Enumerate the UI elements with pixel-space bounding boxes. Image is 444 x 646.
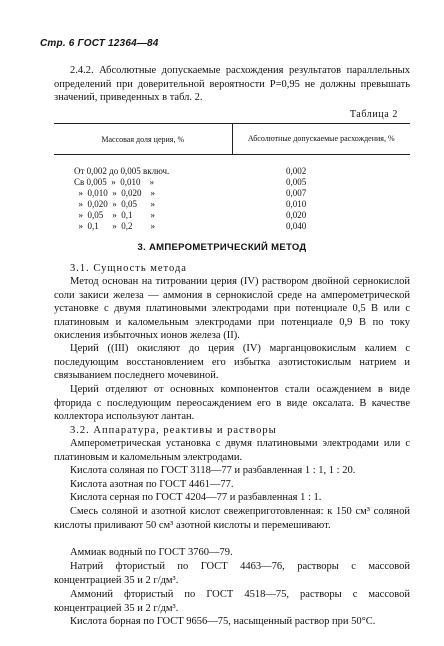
value-cell: 0,010 (286, 199, 307, 209)
intro-paragraph: 2.4.2. Абсолютные допускаемые расхождения результатов параллельных определений при доверительной вероятности P=0,95 не должны превышать значений, приведенных в табл. 2. (54, 65, 410, 103)
page-header: Стр. 6 ГОСТ 12364—84 (40, 38, 159, 49)
table-row (54, 166, 410, 176)
list-item: Аммоний фтористый по ГОСТ 4518—75, растворы с массовой концентрацией 35 и 2 г/дм³. (54, 589, 410, 614)
table-row (54, 188, 410, 198)
paragraph-3-1-3: Церий отделяют от основных компонентов стали осаждением в виде фторида с последующим переосаждением его в виде оксалата. В качестве коллектора используют лантан. (54, 384, 410, 422)
table-row (54, 177, 410, 187)
table-body (54, 155, 410, 237)
section-title: 3. АМПЕРОМЕТРИЧЕСКИЙ МЕТОД (137, 242, 307, 253)
range-cell: » 0,1 » 0,2 » (74, 221, 155, 231)
value-cell: 0,007 (286, 188, 307, 198)
list-item: Кислота азотная по ГОСТ 4461—77. (70, 479, 234, 490)
list-item: Кислота серная по ГОСТ 4204—77 и разбавленная 1 : 1. (70, 492, 322, 503)
range-cell: » 0,020 » 0,05 » (74, 199, 155, 209)
value-cell: 0,040 (286, 221, 307, 231)
range-cell: » 0,05 » 0,1 » (74, 210, 155, 220)
list-item: Кислота борная по ГОСТ 9656—75, насыщенный раствор при 50°С. (70, 616, 376, 627)
paragraph-3-1-2: Церий ((III) окисляют до церия (IV) марганцовокислым калием с последующим восстановлением его избытка азотистокислым натрием и связыванием последнего мочевиной. (54, 343, 410, 381)
table-row (54, 210, 410, 220)
value-cell: 0,005 (286, 177, 307, 187)
list-item: Натрий фтористый по ГОСТ 4463—76, растворы с массовой концентрацией 35 и 2 г/дм³. (54, 561, 410, 586)
list-item: Смесь соляной и азотной кислот свежеприготовленная: к 150 см³ соляной кислоты приливают 50 см³ азотной кислоты и перемешивают. (54, 506, 410, 531)
table-caption: Таблица 2 (349, 109, 398, 120)
list-item: Кислота соляная по ГОСТ 3118—77 и разбавленная 1 : 1, 1 : 20. (70, 465, 356, 476)
subsection-3-2-title: 3.2. Аппаратура, реактивы и растворы (70, 425, 277, 436)
table-row (54, 221, 410, 231)
range-cell: От 0,002 до 0,005 включ. (74, 166, 170, 176)
tolerance-table (54, 123, 410, 237)
list-item: Амперометрическая установка с двумя платиновыми электродами или с платиновым и каломельным электродами. (54, 438, 410, 463)
value-cell: 0,002 (286, 166, 307, 176)
range-cell: » 0,010 » 0,020 » (74, 188, 155, 198)
paragraph-3-1-1: Метод основан на титровании церия (IV) раствором двойной сернокислой соли закиси железа — аммония в сернокислой среде на амперометрической установке с двумя платиновыми электродами при потенциале 0,5 В или с платиновым и каломельным электродами при потенциале 0,9 В по току окисления избыточных ионов железа (II). (54, 276, 410, 341)
subsection-3-1-title: 3.1. Сущность метода (70, 263, 187, 274)
value-cell: 0,020 (286, 210, 307, 220)
col-header-mass-fraction: Массовая доля церия, % (101, 134, 185, 144)
table-header (54, 123, 410, 155)
col-header-tolerance: Абсолютные допускаемые расхождения, % (232, 124, 411, 154)
range-cell: Св 0,005 » 0,010 » (74, 177, 155, 187)
list-item: Аммиак водный по ГОСТ 3760—79. (70, 547, 233, 558)
table-row (54, 199, 410, 209)
